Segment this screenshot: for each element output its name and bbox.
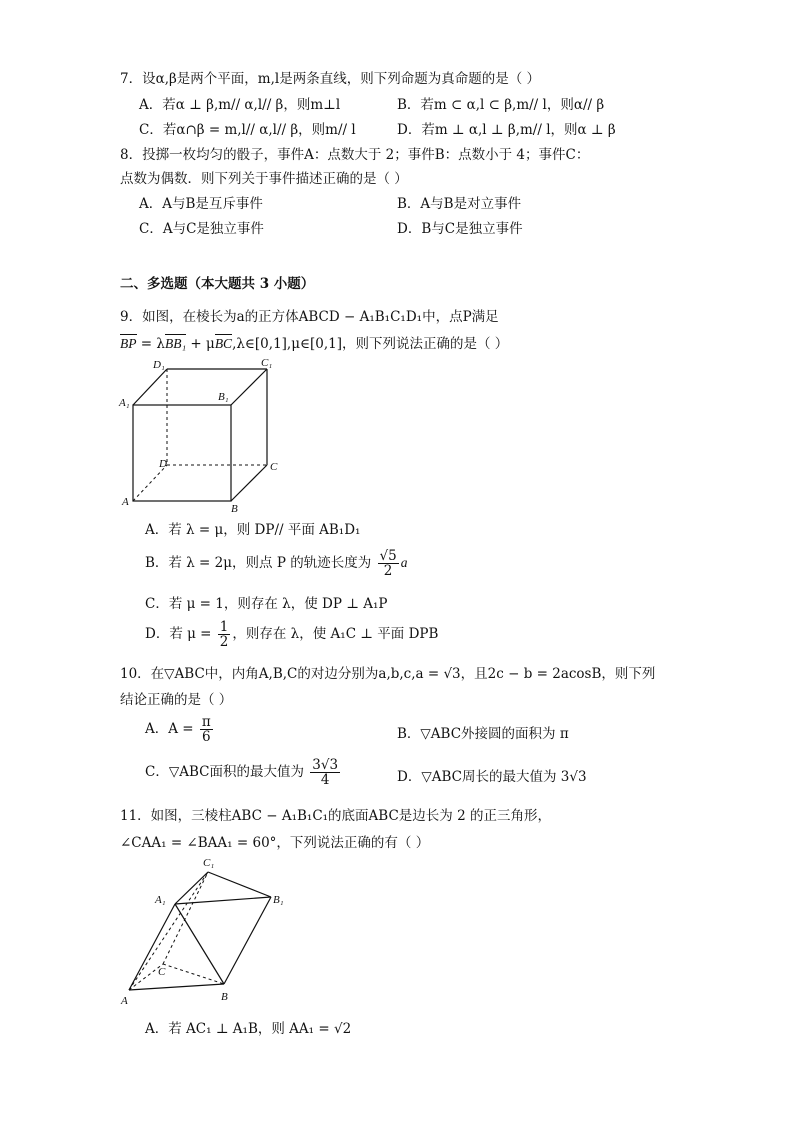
section-multiple-choice-header: 二、多选题（本大题共 3 小题） xyxy=(120,276,315,292)
q11-stem-line2: ∠CAA₁ = ∠BAA₁ = 60°，下列说法正确的有（ ） xyxy=(120,835,430,851)
cube-figure xyxy=(115,355,285,515)
q11-stem-line1: 11．如图，三棱柱ABC − A₁B₁C₁的底面ABC是边长为 2 的正三角形， xyxy=(120,808,551,824)
edge-a-a1 xyxy=(129,904,175,990)
q8-option-d: D．B与C是独立事件 xyxy=(397,221,523,237)
q9-stem-line2: BP = λBB₁ + μBC,λ∈[0,1],μ∈[0,1]，则下列说法正确的是（ ） xyxy=(120,336,509,352)
q8-stem-line2: 点数为偶数．则下列关于事件描述正确的是（ ） xyxy=(120,171,408,187)
vector-bb1: BB₁ xyxy=(164,336,187,351)
vector-bc: BC xyxy=(214,336,233,351)
edge-b-b1 xyxy=(224,897,271,984)
label-b1: B₁ xyxy=(218,391,229,403)
edge-a-d xyxy=(133,465,167,501)
front-face xyxy=(133,405,231,501)
label-c1: C₁ xyxy=(261,357,273,369)
q10-stem-line1: 10．在▽ABC中，内角A,B,C的对边分别为a,b,c,a = √3，且2c − b = 2acosB，则下列 xyxy=(120,666,656,682)
q10-option-b: B．▽ABC外接圆的面积为 π xyxy=(397,726,569,742)
prism-figure xyxy=(115,852,295,1007)
edge-a-c1 xyxy=(129,872,208,990)
q7-option-b: B．若m ⊂ α,l ⊂ β,m// l，则α// β xyxy=(397,97,605,113)
edge-c-b xyxy=(163,964,224,984)
edge-a-b xyxy=(129,984,224,990)
fraction-pi-over-6: $\frac{\pi}{6}$ xyxy=(201,714,211,745)
q8-option-b: B．A与B是对立事件 xyxy=(397,196,522,212)
q7-stem: 7．设α,β是两个平面，m,l是两条直线，则下列命题为真命题的是（ ） xyxy=(120,71,541,87)
q9-option-d: D．若 μ = $\frac{1}{2}$ ，则存在 λ，使 A₁C ⊥ 平面 DPB xyxy=(145,619,439,650)
q10-option-a: A．A = $\frac{\pi}{6}$ xyxy=(145,714,211,745)
edge-a1-d1 xyxy=(133,369,167,405)
q10-option-d: D．▽ABC周长的最大值为 3√3 xyxy=(397,769,587,785)
q10-stem-line2: 结论正确的是（ ） xyxy=(120,692,233,708)
q9-stem-line1: 9．如图，在棱长为a的正方体ABCD − A₁B₁C₁D₁中，点P满足 xyxy=(120,309,499,325)
label-c1: C₁ xyxy=(203,857,215,869)
label-c: C xyxy=(270,461,278,473)
q8-option-a: A．A与B是互斥事件 xyxy=(139,196,263,212)
label-d1: D₁ xyxy=(153,359,165,371)
q10-option-c: C．▽ABC面积的最大值为 $\frac{3√3}{4}$ xyxy=(145,757,339,788)
q11-option-a: A．若 AC₁ ⊥ A₁B，则 AA₁ = √2 xyxy=(145,1021,352,1037)
q9-option-b: B．若 λ = 2μ，则点 P 的轨迹长度为 $\frac{√5}{2}$ a xyxy=(145,548,408,579)
edge-a1-b xyxy=(175,904,224,984)
label-b: B xyxy=(231,503,238,515)
edge-a1-b1 xyxy=(175,897,271,904)
edge-a1-c1 xyxy=(175,872,208,904)
fraction-3sqrt3-over-4: $\frac{3√3}{4}$ xyxy=(312,757,339,788)
label-a: A xyxy=(122,496,129,508)
edge-c-c1 xyxy=(163,872,208,964)
q8-stem-line1: 8．投掷一枚均匀的骰子，事件A：点数大于 2；事件B：点数小于 4；事件C： xyxy=(120,147,590,163)
vector-bp: BP xyxy=(120,336,137,351)
fraction-sqrt5-over-2: $\frac{√5}{2}$ xyxy=(379,548,397,579)
q7-option-d: D．若m ⊥ α,l ⊥ β,m// l，则α ⊥ β xyxy=(397,122,616,138)
label-a1: A₁ xyxy=(119,397,130,409)
edge-b-c xyxy=(231,465,267,501)
edge-c1-b1 xyxy=(208,872,271,897)
edge-b1-c1 xyxy=(231,369,267,405)
label-c: C xyxy=(158,966,166,978)
q9-option-a: A．若 λ = μ，则 DP// 平面 AB₁D₁ xyxy=(145,522,361,538)
label-b: B xyxy=(221,991,228,1003)
q7-option-c: C．若α∩β = m,l// α,l// β，则m// l xyxy=(139,122,356,138)
label-a: A xyxy=(121,995,128,1007)
label-a1: A₁ xyxy=(155,894,166,906)
label-d: D xyxy=(159,458,167,470)
q7-option-a: A．若α ⊥ β,m// α,l// β，则m⊥l xyxy=(139,97,341,113)
q9-option-c: C．若 μ = 1，则存在 λ，使 DP ⊥ A₁P xyxy=(145,596,388,612)
fraction-1-over-2: $\frac{1}{2}$ xyxy=(219,619,229,650)
label-b1: B₁ xyxy=(273,894,284,906)
q8-option-c: C．A与C是独立事件 xyxy=(139,221,264,237)
